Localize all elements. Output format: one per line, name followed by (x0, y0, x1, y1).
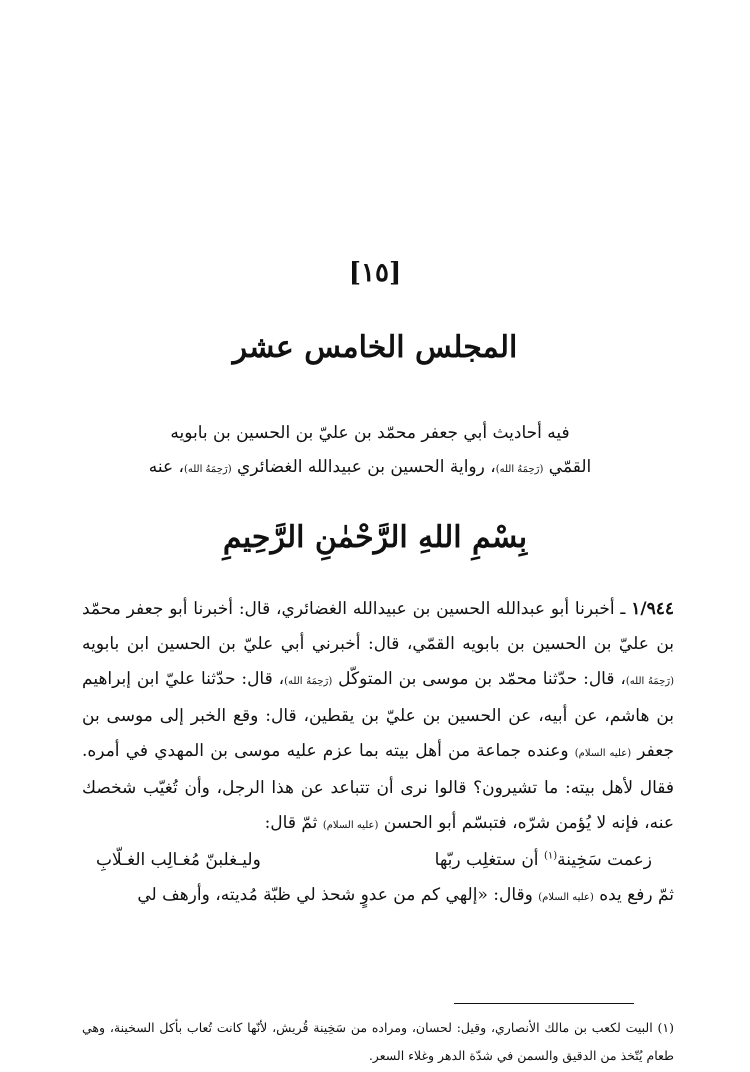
poem-hemistich-1 (435, 843, 652, 878)
poem-text: أن ستغلِب ربّها (434, 850, 544, 870)
hadith-text: ، قال: حدّثنا محمّد بن موسى بن المتوكّل (332, 669, 626, 689)
honorific: (عليه السلام) (322, 820, 379, 831)
continuation-text: وقال: «إلهي كم من عدوٍ شحذ لي ظبّة مُديته، وأرهف لي (137, 885, 539, 905)
intro-line-1: فيه أحاديث أبي جعفر محمّد بن عليّ بن الحسين بن بابويه (170, 423, 570, 443)
continuation-text: ثمّ رفع يده (593, 885, 674, 905)
footnote-item: (١) البيت لكعب بن مالك الأنصاري، وقيل: لحسان، ومراده من سَخِينة قُريش، لأنّها كانت تُعاب بأكل السخينة، وهي طعام يُتّخذ من الدقيق والسمن في شدّة الدهر وغلاء السعر. (82, 1020, 674, 1063)
hadith-text: ـ أخبرنا أبو عبدالله الحسين بن عبيدالله الغضائري، قال: أخبرنا أبو جعفر محمّد بن عليّ بن الحسين بن بابويه القمّي، قال: أخبرني أبي عليّ بن الحسين ابن بابويه (82, 599, 674, 654)
intro-text: ، رواية الحسين بن عبيدالله الغضائري (237, 457, 496, 477)
continuation-paragraph (82, 878, 674, 915)
honorific: (رَحِمَهُ الله) (625, 676, 674, 687)
footnote-reference[interactable]: (١) (543, 850, 558, 862)
session-title: المجلس الخامس عشر (232, 330, 518, 365)
honorific: (رَحِمَهُ الله) (284, 676, 333, 687)
hadith-text: وعنده جماعة من أهل بيته بما عزم عليه موسى بن المهدي في أمره. فقال لأهل بيته: ما تشيرون؟ قالوا نرى أن تتباعد عن هذا الرجل، وأن تُغيّب شخصك عنه، فإنه لا يُؤمن شرّه، فتبسّم أبو الحسن (82, 741, 674, 833)
intro-text: القمّي (548, 457, 592, 477)
poem-hemistich-2: وليـغلبنّ مُغـالِب الغـلّابِ (96, 850, 261, 870)
session-intro (120, 416, 620, 487)
hadith-text: ثمّ قال: (264, 813, 323, 833)
honorific: (عليه السلام) (538, 892, 594, 903)
session-number: [١٥] (348, 258, 402, 288)
footnotes (82, 1014, 674, 1070)
poem-text: زعمت سَخِينة (557, 850, 652, 870)
hadith-text: ، قال: حدّثنا عليّ ابن إبراهيم بن هاشم، عن أبيه، عن الحسين بن عليّ بن يقطين، قال: وقع الخبر إلى موسى بن جعفر (82, 669, 674, 761)
hadith-body (82, 592, 674, 915)
hadith-number: ١/٩٤٤ (631, 599, 674, 619)
basmala: بِسْمِ اللهِ الرَّحْمٰنِ الرَّحِيمِ (222, 520, 528, 555)
honorific: (رَحِمَهُ الله) (495, 464, 544, 475)
honorific: (رَحِمَهُ الله) (183, 464, 232, 475)
intro-text: ، عنه (148, 457, 184, 477)
footnote-divider (454, 1003, 634, 1004)
poem-verse (82, 843, 674, 878)
honorific: (عليه السلام) (574, 748, 632, 759)
